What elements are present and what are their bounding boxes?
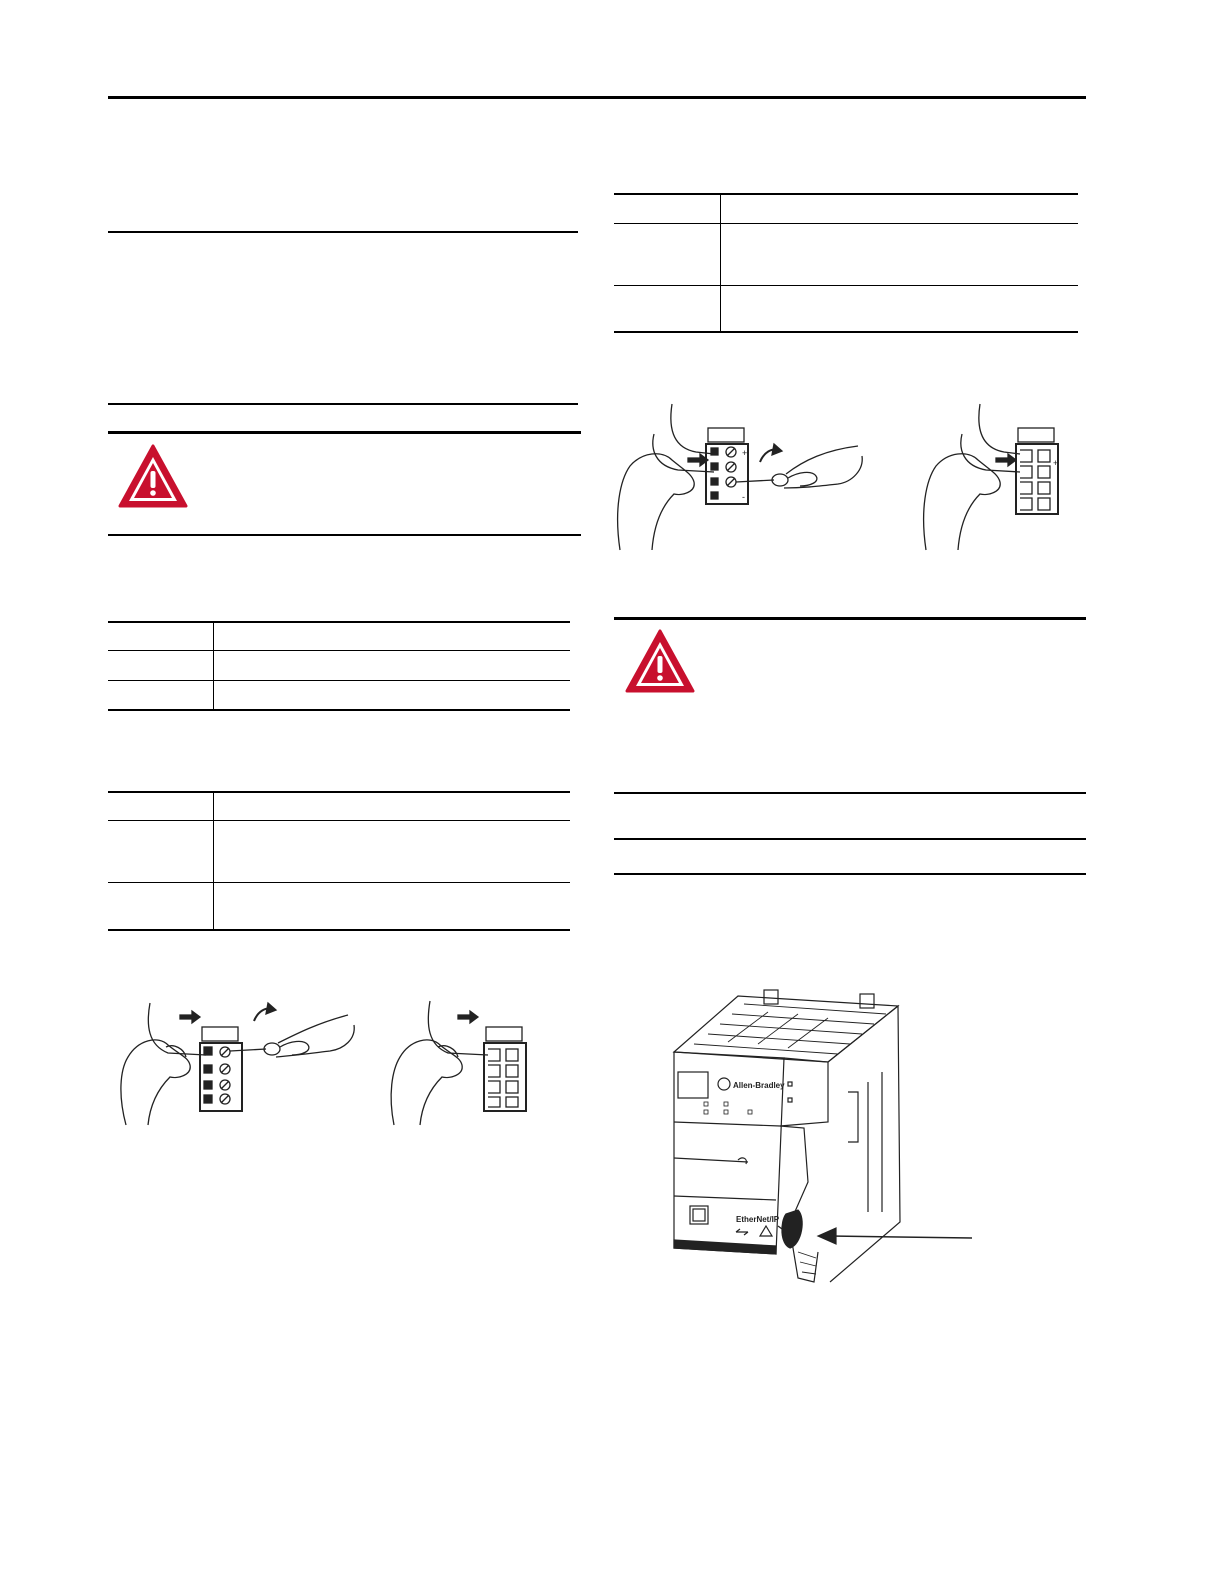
spring-clamp-wiring-figure-right [920, 400, 1080, 560]
warning-triangle-icon [624, 628, 696, 694]
left-section-rule-1 [108, 231, 578, 233]
device-logo: Allen-Bradley [733, 1081, 785, 1090]
device-port-label: EtherNet/IP [736, 1215, 780, 1224]
warning-triangle-icon [117, 443, 189, 509]
spring-clamp-wiring-figure [388, 995, 548, 1135]
screw-terminal-wiring-figure-right [614, 400, 874, 560]
svg-text:-: - [742, 492, 745, 502]
svg-text:+: + [1053, 458, 1059, 468]
right-section-rule-1 [614, 792, 1086, 794]
svg-text:+: + [742, 448, 748, 458]
right-section-rule-3 [614, 873, 1086, 875]
right-section-rule-2 [614, 838, 1086, 840]
left-section-rule-2 [108, 403, 578, 405]
controller-device-figure [668, 982, 978, 1288]
header-rule [108, 96, 1086, 99]
screw-terminal-wiring-figure [108, 995, 368, 1135]
